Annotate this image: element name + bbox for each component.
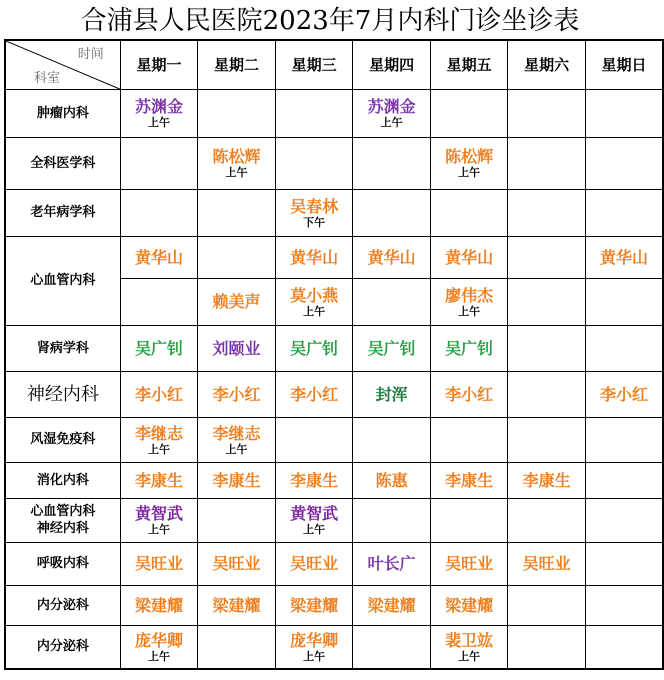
schedule-cell <box>585 278 663 325</box>
doctor-name: 吴广钊 <box>445 338 494 358</box>
schedule-cell <box>275 236 353 278</box>
schedule-cell <box>198 137 276 189</box>
header-row <box>5 40 663 89</box>
schedule-cell <box>275 137 353 189</box>
doctor-name: 赖美声 <box>212 292 261 311</box>
doctor-name: 梁建耀 <box>367 595 416 615</box>
schedule-cell <box>353 498 431 542</box>
doctor-name: 陈松辉 <box>445 147 494 166</box>
session-label: 上午 <box>148 649 171 663</box>
schedule-cell <box>275 542 353 585</box>
doctor-name: 吴春林 <box>290 196 339 216</box>
schedule-cell <box>120 417 198 462</box>
session-label: 上午 <box>380 116 403 129</box>
schedule-cell <box>585 542 663 585</box>
schedule-cell <box>120 137 198 189</box>
dept-label: 肿瘤内科 <box>5 89 120 137</box>
schedule-cell <box>275 278 353 325</box>
session-label: 下午 <box>303 215 326 229</box>
doctor-name: 李小红 <box>135 384 184 404</box>
schedule-cell <box>120 371 198 417</box>
table-row <box>5 542 663 585</box>
schedule-cell <box>508 189 586 236</box>
schedule-cell <box>585 325 663 371</box>
table-row <box>5 417 663 462</box>
doctor-name: 刘颐业 <box>212 338 261 358</box>
session-label: 上午 <box>148 116 171 129</box>
schedule-cell <box>120 542 198 585</box>
table-row <box>5 625 663 669</box>
schedule-cell <box>508 498 586 542</box>
header-sat: 星期六 <box>508 40 586 89</box>
corner-time-label: 时间 <box>77 47 104 62</box>
doctor-name: 庞华卿 <box>290 630 339 650</box>
schedule-cell <box>198 542 276 585</box>
schedule-cell <box>430 462 508 498</box>
schedule-cell <box>585 462 663 498</box>
schedule-cell <box>353 462 431 498</box>
header-fri: 星期五 <box>430 40 508 89</box>
corner-dept-label: 科室 <box>34 70 61 86</box>
schedule-cell <box>120 462 198 498</box>
doctor-name: 梁建耀 <box>135 595 184 615</box>
session-label: 上午 <box>458 166 481 179</box>
doctor-name: 李康生 <box>522 470 571 490</box>
table-row <box>5 89 663 137</box>
table-row <box>5 137 663 189</box>
schedule-cell <box>430 498 508 542</box>
doctor-name: 李小红 <box>445 384 494 404</box>
dept-label: 肾病学科 <box>5 325 120 371</box>
schedule-cell <box>508 278 586 325</box>
schedule-cell <box>353 625 431 669</box>
session-label: 上午 <box>458 649 481 663</box>
doctor-name: 黄智武 <box>135 504 184 523</box>
header-wed: 星期三 <box>275 40 353 89</box>
header-thu: 星期四 <box>353 40 431 89</box>
doctor-name: 李继志 <box>212 423 261 443</box>
schedule-cell <box>430 278 508 325</box>
schedule-cell <box>120 89 198 137</box>
schedule-cell <box>120 625 198 669</box>
corner-cell <box>5 40 120 89</box>
dept-label: 神经内科 <box>36 521 89 536</box>
doctor-name: 廖伟杰 <box>445 285 494 305</box>
schedule-cell <box>198 371 276 417</box>
schedule-cell <box>198 625 276 669</box>
schedule-cell <box>585 371 663 417</box>
schedule-cell <box>198 462 276 498</box>
header-sun: 星期日 <box>585 40 663 89</box>
schedule-cell <box>275 325 353 371</box>
doctor-name: 李康生 <box>135 470 184 490</box>
schedule-cell <box>275 462 353 498</box>
dept-label: 老年病学科 <box>5 189 120 236</box>
table-row <box>5 585 663 625</box>
table-row <box>5 236 663 278</box>
doctor-name: 李小红 <box>212 384 261 404</box>
doctor-name: 吴广钊 <box>290 338 339 358</box>
schedule-cell <box>120 498 198 542</box>
session-label: 上午 <box>303 523 326 536</box>
page-title: 合浦县人民医院2023年7月内科门诊坐诊表 <box>80 6 580 36</box>
schedule-cell <box>353 137 431 189</box>
doctor-name: 李康生 <box>445 470 494 490</box>
schedule-cell <box>198 89 276 137</box>
header-tue: 星期二 <box>198 40 276 89</box>
schedule-cell <box>198 417 276 462</box>
schedule-cell <box>585 137 663 189</box>
dept-label: 全科医学科 <box>5 137 120 189</box>
schedule-cell <box>430 625 508 669</box>
schedule-cell <box>353 371 431 417</box>
table-row <box>5 498 663 542</box>
schedule-cell <box>585 585 663 625</box>
doctor-name: 封浑 <box>375 384 408 404</box>
session-label: 上午 <box>225 442 248 456</box>
dept-label: 心血管内科 <box>30 504 96 519</box>
table-row <box>5 325 663 371</box>
schedule-cell <box>353 278 431 325</box>
doctor-name: 吴广钊 <box>135 338 184 358</box>
doctor-name: 李康生 <box>290 470 339 490</box>
schedule-cell <box>430 137 508 189</box>
schedule-cell <box>585 498 663 542</box>
schedule-cell <box>585 236 663 278</box>
schedule-cell <box>430 542 508 585</box>
doctor-name: 黄华山 <box>599 247 648 267</box>
doctor-name: 裴卫竑 <box>445 630 494 650</box>
schedule-cell <box>585 625 663 669</box>
schedule-cell <box>585 189 663 236</box>
schedule-cell <box>353 189 431 236</box>
schedule-cell <box>430 236 508 278</box>
doctor-name: 黄华山 <box>135 247 184 267</box>
schedule-cell <box>275 498 353 542</box>
doctor-name: 李康生 <box>212 470 261 490</box>
schedule-cell <box>120 278 198 325</box>
session-label: 上午 <box>303 304 326 318</box>
schedule-cell <box>430 417 508 462</box>
schedule-cell <box>430 585 508 625</box>
doctor-name: 梁建耀 <box>212 595 261 615</box>
schedule-cell <box>430 325 508 371</box>
schedule-cell <box>198 236 276 278</box>
schedule-cell <box>198 325 276 371</box>
doctor-name: 梁建耀 <box>445 595 494 615</box>
schedule-cell <box>120 189 198 236</box>
session-label: 上午 <box>148 523 171 536</box>
doctor-name: 李小红 <box>599 384 648 404</box>
schedule-cell <box>120 236 198 278</box>
schedule-cell <box>430 371 508 417</box>
schedule-cell <box>508 236 586 278</box>
schedule-cell <box>353 417 431 462</box>
doctor-name: 黄智武 <box>290 504 339 523</box>
doctor-name: 黄华山 <box>290 247 339 267</box>
schedule-cell <box>508 371 586 417</box>
doctor-name: 吴旺业 <box>290 554 339 573</box>
schedule-table <box>4 39 664 670</box>
schedule-cell <box>508 542 586 585</box>
dept-label: 内分泌科 <box>5 585 120 625</box>
schedule-cell <box>275 585 353 625</box>
schedule-cell <box>508 89 586 137</box>
doctor-name: 梁建耀 <box>290 595 339 615</box>
dept-label: 呼吸内科 <box>5 542 120 585</box>
table-row <box>5 462 663 498</box>
doctor-name: 陈惠 <box>375 470 408 490</box>
schedule-cell <box>275 371 353 417</box>
schedule-cell <box>353 542 431 585</box>
dept-label: 风湿免疫科 <box>5 417 120 462</box>
schedule-cell <box>198 585 276 625</box>
schedule-cell <box>353 585 431 625</box>
doctor-name: 陈松辉 <box>212 147 261 166</box>
doctor-name: 叶长广 <box>367 554 416 573</box>
schedule-cell <box>198 278 276 325</box>
doctor-name: 吴旺业 <box>135 554 184 573</box>
doctor-name: 李小红 <box>290 384 339 404</box>
doctor-name: 苏渊金 <box>135 97 184 116</box>
header-mon: 星期一 <box>120 40 198 89</box>
table-row <box>5 371 663 417</box>
schedule-cell <box>198 189 276 236</box>
schedule-cell <box>508 417 586 462</box>
table-row <box>5 189 663 236</box>
doctor-name: 李继志 <box>135 423 184 443</box>
doctor-name: 黄华山 <box>367 247 416 267</box>
schedule-cell <box>508 462 586 498</box>
schedule-cell <box>585 89 663 137</box>
dept-label-combined <box>5 498 120 542</box>
doctor-name: 苏渊金 <box>367 97 416 116</box>
schedule-cell <box>120 325 198 371</box>
dept-label: 神经内科 <box>5 371 120 417</box>
dept-label: 心血管内科 <box>5 236 120 325</box>
schedule-cell <box>275 625 353 669</box>
schedule-cell <box>430 189 508 236</box>
schedule-cell <box>353 236 431 278</box>
doctor-name: 黄华山 <box>445 247 494 267</box>
dept-label: 消化内科 <box>5 462 120 498</box>
schedule-cell <box>508 137 586 189</box>
schedule-cell <box>353 89 431 137</box>
session-label: 上午 <box>458 304 481 318</box>
schedule-cell <box>430 89 508 137</box>
doctor-name: 庞华卿 <box>135 630 184 650</box>
schedule-cell <box>120 585 198 625</box>
dept-label: 内分泌科 <box>5 625 120 669</box>
session-label: 上午 <box>148 442 171 456</box>
schedule-cell <box>508 585 586 625</box>
schedule-cell <box>508 625 586 669</box>
schedule-cell <box>275 417 353 462</box>
doctor-name: 吴旺业 <box>445 554 494 573</box>
schedule-cell <box>353 325 431 371</box>
schedule-cell <box>275 89 353 137</box>
doctor-name: 吴广钊 <box>367 338 416 358</box>
doctor-name: 吴旺业 <box>522 554 571 573</box>
session-label: 上午 <box>225 166 248 179</box>
schedule-cell <box>585 417 663 462</box>
schedule-cell <box>198 498 276 542</box>
schedule-cell <box>508 325 586 371</box>
doctor-name: 莫小燕 <box>290 285 339 305</box>
schedule-cell <box>275 189 353 236</box>
doctor-name: 吴旺业 <box>212 554 261 573</box>
session-label: 上午 <box>303 649 326 663</box>
